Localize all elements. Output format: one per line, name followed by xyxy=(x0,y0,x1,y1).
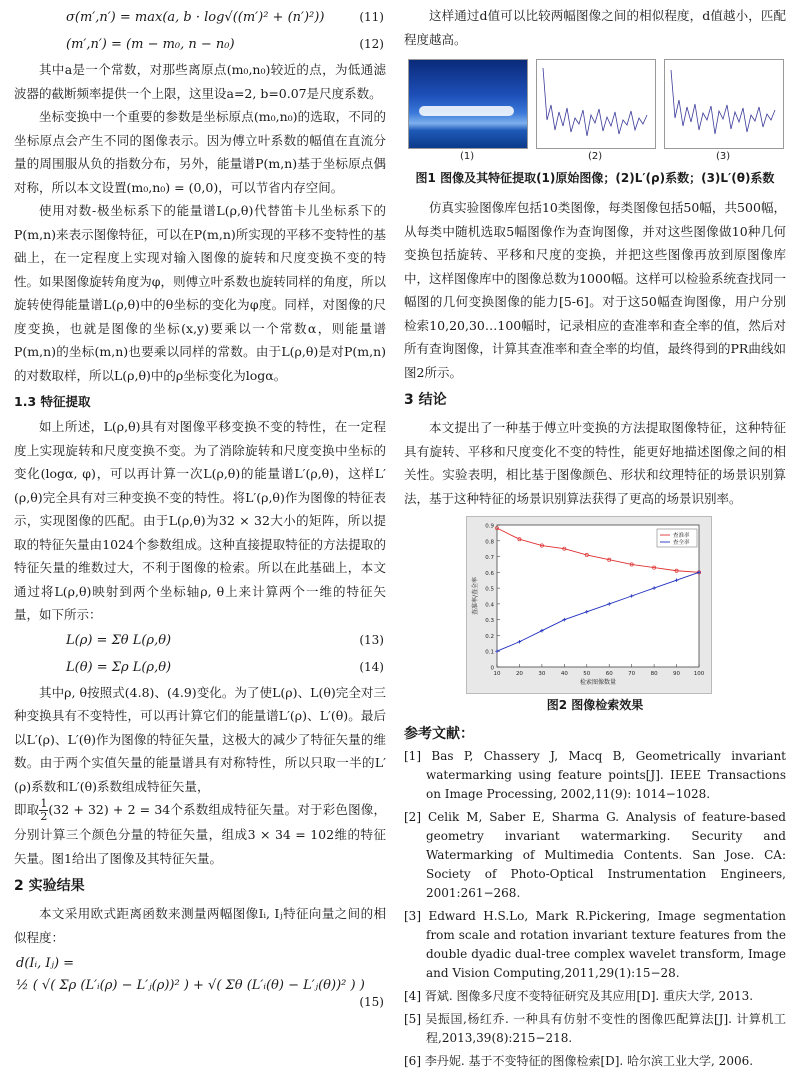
paragraph: 本文提出了一种基于傅立叶变换的方法提取图像特征，这种特征具有旋转、平移和尺度变化不变的特性，能更好地描述图像之间的相关性。实验表明，相比基于图像颜色、形状和纹理特征的场景识别算法，基于这种特征的场景识别算法获得了更高的场景识别率。 xyxy=(404,420,786,506)
fraction-denominator: 2 xyxy=(40,810,48,823)
legend-label: 查准率 xyxy=(673,533,690,539)
y-tick-label: 0 xyxy=(490,665,494,672)
y-tick-label: 0.8 xyxy=(485,539,494,546)
paragraph-rest: (32 + 32) + 2 = 34个系数组成特征矢量。对于彩色图像，分别计算三个颜色分量的特征矢量，组成3 × 34 = 102维的特征矢量。图1给出了图像及其特征矢量。 xyxy=(14,802,386,866)
x-tick-label: 50 xyxy=(583,671,591,677)
equation-15-rhs: ½ ( √( Σρ (L′ᵢ(ρ) − L′ⱼ(ρ))² ) + √( Σθ (L′ᵢ(θ) − L′ⱼ(θ))² ) ) xyxy=(16,978,365,993)
reference-item: [6] 李丹妮. 基于不变特征的图像检索[D]. 哈尔滨工业大学, 2006. xyxy=(404,1054,754,1068)
y-tick-label: 0.2 xyxy=(485,633,494,640)
y-tick-label: 0.4 xyxy=(485,602,494,609)
legend-label: 查全率 xyxy=(673,540,690,546)
pr-chart-svg xyxy=(467,517,711,693)
equation-14-body: L(θ) = Σρ L(ρ,θ) xyxy=(66,659,172,675)
reference-item: [3] Edward H.S.Lo, Mark R.Pickering, Image segmentation from scale and rotation invariant texture features from the double dyadic dual-tree complex wavelet transform, Image and Vision Computing,2011,29(1):15−28. xyxy=(404,909,786,980)
x-tick-label: 60 xyxy=(605,671,613,677)
equation-12-body: (m′,n′) = (m − m₀, n − n₀) xyxy=(66,37,235,52)
x-tick-label: 70 xyxy=(628,671,636,677)
equation-11-number: (11) xyxy=(359,10,384,24)
equation-15-lhs: d(Iᵢ, Iⱼ) = xyxy=(16,956,75,971)
reference-item: [5] 吴振国,杨红乔. 一种具有仿射不变性的图像匹配算法[J]. 计算机工程,2013,39(8):215−218. xyxy=(404,1012,786,1045)
equation-12 xyxy=(14,31,386,58)
section-heading-1-3: 1.3 特征提取 xyxy=(14,394,91,409)
paragraph: 如上所述，L(ρ,θ)具有对图像平移变换不变的特性，在一定程度上实现旋转和尺度变换不变。为了消除旋转和尺度变换中坐标的变化(logα, φ)，可以再计算一次L(ρ,θ)的能量谱L′(ρ,θ)，这样L′(ρ,θ)完全具有对三种变换不变的特性。将L′(ρ,θ)作为图像的特征表示，实现图像的匹配。由于L(ρ,θ)为32 × 32大小的矩阵，所以提取的特征矢量由1024个参数组成。这种直接提取特征的方法提取的特征矢量的维数过大，不利于图像的检索。所以在此基础上，本文通过将L(ρ,θ)映射到两个坐标轴ρ, θ上来计算两个一维的特征矢量，如下所示： xyxy=(14,419,386,622)
right-column xyxy=(404,4,786,1071)
section-heading-2: 2 实验结果 xyxy=(14,878,85,894)
x-tick-label: 30 xyxy=(538,671,546,677)
coefficient-plot-rho-svg xyxy=(537,60,655,148)
x-tick-label: 10 xyxy=(493,671,501,677)
equation-12-number: (12) xyxy=(359,37,384,51)
equation-11-body: σ(m′,n′) = max(a, b · log√((m′)² + (n′)²)) xyxy=(66,10,325,25)
coefficient-plot-theta xyxy=(664,59,784,149)
x-tick-label: 100 xyxy=(693,671,705,677)
paragraph: 其中a是一个常数，对那些离原点(m₀,n₀)较近的点，为低通滤波器的截断频率提供一个上限，这里设a=2, b=0.07是尺度系数。 xyxy=(14,62,386,101)
y-tick-label: 0.6 xyxy=(485,570,494,577)
paragraph: 这样通过d值可以比较两幅图像之间的相似程度，d值越小，匹配程度越高。 xyxy=(404,8,786,47)
x-tick-label: 20 xyxy=(515,671,523,677)
section-heading-3: 3 结论 xyxy=(404,392,447,408)
ocean-image xyxy=(408,59,528,149)
coefficient-line xyxy=(543,68,647,136)
equation-14 xyxy=(14,654,386,681)
left-column xyxy=(14,4,386,1017)
equation-15-number: (15) xyxy=(359,995,384,1009)
y-tick-label: 0.5 xyxy=(485,586,494,593)
figure-1 xyxy=(404,59,786,167)
paragraph xyxy=(14,798,386,870)
y-tick-label: 0.9 xyxy=(485,523,494,530)
y-tick-label: 0.3 xyxy=(485,618,494,625)
coefficient-line xyxy=(671,70,775,134)
cloud-shape xyxy=(419,106,514,116)
x-axis-label: 检索图像数量 xyxy=(579,679,617,686)
equation-15 xyxy=(14,949,386,1017)
reference-item: [1] Bas P, Chassery J, Macq B, Geometrically invariant watermarking using feature points[J]. IEEE Transactions on Image Processing, 2002,11(9): 1014−1028. xyxy=(404,749,786,801)
figure-2-caption: 图2 图像检索效果 xyxy=(546,698,644,712)
x-tick-label: 90 xyxy=(673,671,681,677)
figure-1-caption: 图1 图像及其特征提取(1)原始图像；(2)L′(ρ)系数；(3)L′(θ)系数 xyxy=(415,171,775,185)
fraction-numerator: 1 xyxy=(40,797,48,810)
panel-label: (2) xyxy=(588,151,603,162)
paragraph: 使用对数-极坐标系下的能量谱L(ρ,θ)代替笛卡儿坐标系下的P(m,n)来表示图像特征，可以在P(m,n)所实现的平移不变特性的基础上，在一定程度上实现对输入图像的旋转和尺度变换不变的特性。如果图像旋转角度为φ，则傅立叶系数也旋转同样的角度，所以旋转使得能量谱L(ρ,θ)中的θ坐标的变化为φ度。同样，对图像的尺度变换，也就是图像的坐标(x,y)要乘以一个常数α，则能量谱P(m,n)的坐标(m,n)也要乘以同样的常数。由于L(ρ,θ)是对P(m,n)的对数取样，所以L(ρ,θ)中的ρ坐标变化为logα。 xyxy=(14,203,386,383)
equation-13-number: (13) xyxy=(359,632,384,647)
paragraph: 其中ρ, θ按照式(4.8)、(4.9)变化。为了使L(ρ)、L(θ)完全对三种变换具有不变特性，可以再计算它们的能量谱L′(ρ)、L′(θ)。最后以L′(ρ)、L′(θ)作为图像的特征矢量，这极大的减少了特征矢量的维数。由于两个实值矢量的能量谱具有对称特性，所以只取一半的L′(ρ)系数和L′(θ)系数组成特征矢量， xyxy=(14,684,386,794)
equation-13 xyxy=(14,627,386,654)
x-tick-label: 80 xyxy=(650,671,658,677)
equation-11 xyxy=(14,4,386,31)
equation-15-body xyxy=(16,953,365,997)
paragraph: 本文采用欧式距离函数来测量两幅图像Iᵢ, Iⱼ特征向量之间的相似程度： xyxy=(14,906,386,945)
equation-14-number: (14) xyxy=(359,659,384,674)
paragraph: 仿真实验图像库包括10类图像，每类图像包括50幅，共500幅，从每类中随机选取5幅图像作为查询图像，并对这些图像做10种几何变换包括旋转、平移和尺度的变换，并把这些图像再放到原图像库中，这样图像库中的图像总数为1000幅。这样可以检验系统查找同一幅图的几何变换图像的能力[5-6]。对于这50幅查询图像，用户分别检索10,20,30…100幅时，记录相应的查准率和查全率的值，然后对所有查询图像，计算其查准率和查全率的均值，最终得到的PR曲线如图2所示。 xyxy=(404,200,786,380)
reference-item: [2] Celik M, Saber E, Sharma G. Analysis of feature-based geometry invariant watermarking. Security and Watermarking of Multimedia Contents. San Jose. CA: Society of Photo-Optical Instrumentation Engineers, 2001:261−268. xyxy=(404,810,786,900)
paragraph: 坐标变换中一个重要的参数是坐标原点(m₀,n₀)的选取，不同的坐标原点会产生不同的图像表示。因为傅立叶系数的幅值在直流分量的周围服从负的指数分布，另外，能量谱P(m,n)基于坐标原点偶对称，所以本文设置(m₀,n₀) = (0,0)，可以节省内存空间。 xyxy=(14,109,386,195)
pr-chart xyxy=(466,516,712,694)
equation-13-body: L(ρ) = Σθ L(ρ,θ) xyxy=(66,632,172,648)
y-axis-label: 查准率/查全率 xyxy=(472,576,479,616)
panel-label: (1) xyxy=(460,151,475,162)
y-tick-label: 0.7 xyxy=(485,555,494,562)
panel-label: (3) xyxy=(716,151,731,162)
coefficient-plot-rho xyxy=(536,59,656,149)
references-title: 参考文献： xyxy=(404,726,474,742)
paragraph-lead: 即取 xyxy=(14,802,40,817)
reference-item: [4] 胥斌. 图像多尺度不变特征研究及其应用[D]. 重庆大学, 2013. xyxy=(404,989,754,1003)
y-tick-label: 0.1 xyxy=(485,649,494,656)
coefficient-plot-theta-svg xyxy=(665,60,783,148)
x-tick-label: 40 xyxy=(560,671,568,677)
references-list xyxy=(404,747,786,1071)
